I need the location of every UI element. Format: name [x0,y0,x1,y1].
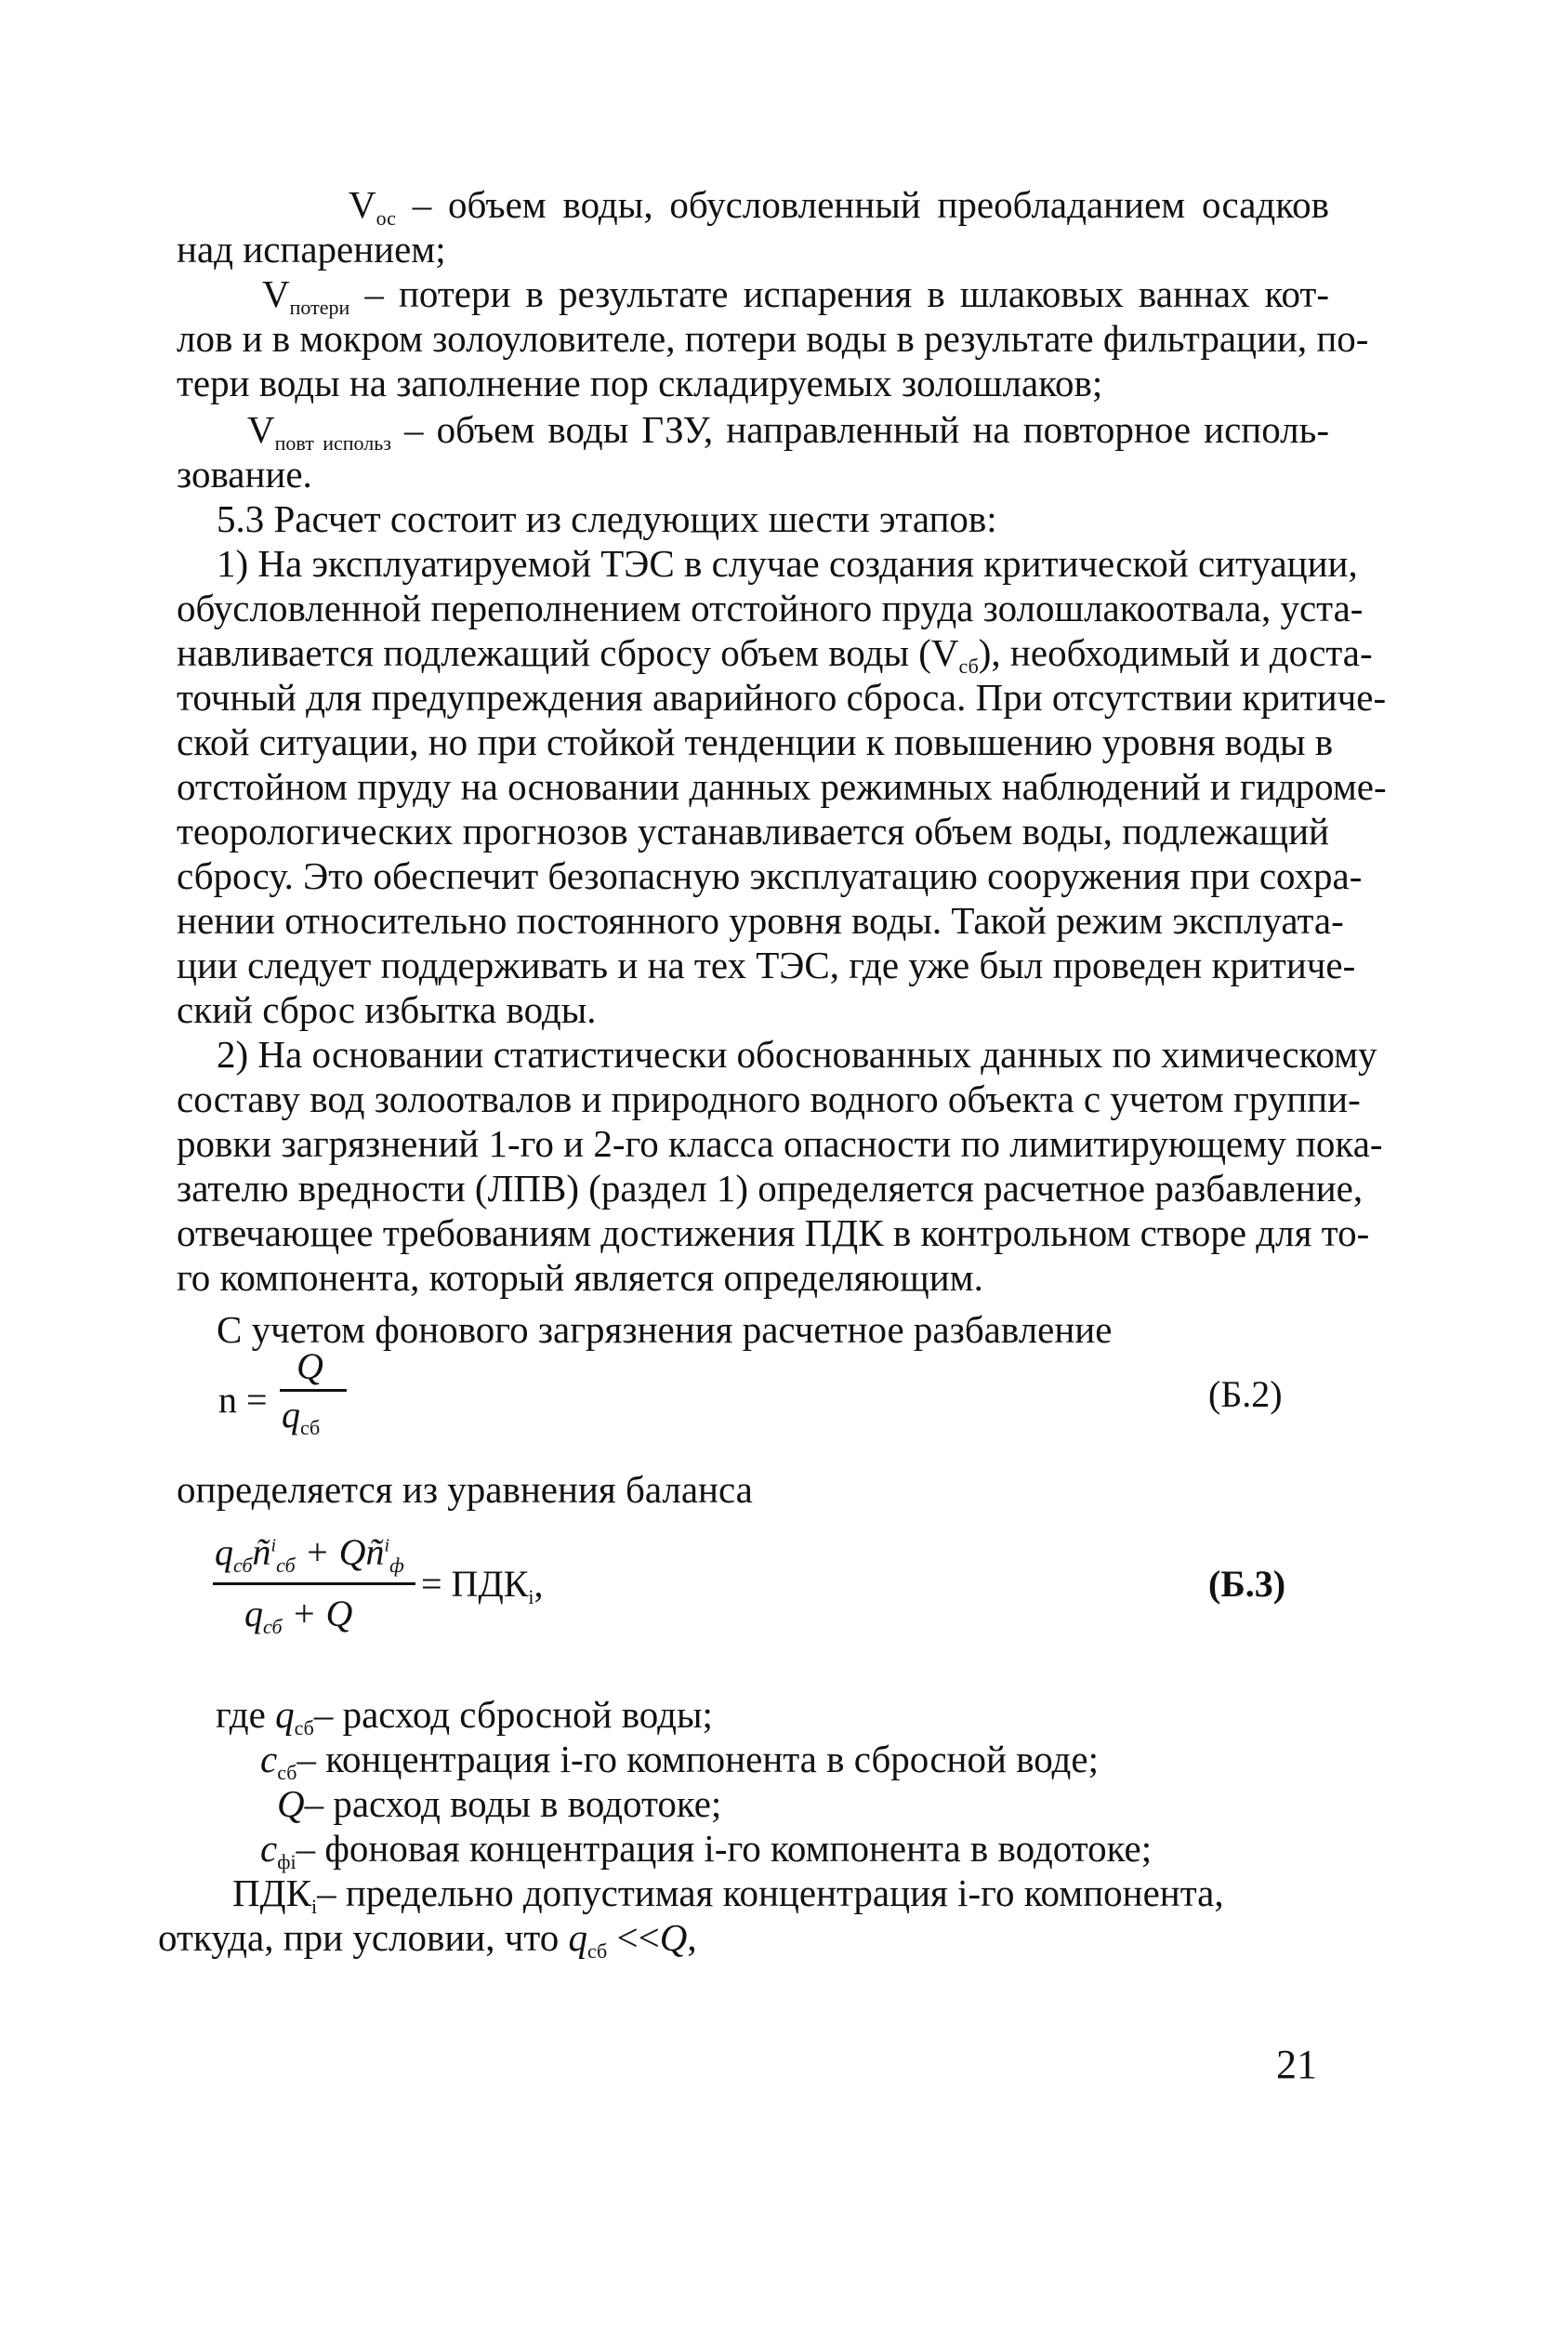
text-line: определяется из уравнения баланса [177,1468,753,1511]
text-line: лов и в мокром золоуловителе, потери воды в результате фильтрации, по- [177,317,1369,360]
text-line: над испарением; [177,228,446,271]
fraction-bar [280,1389,347,1392]
section-heading-line: 5.3 Расчет состоит из следующих шести этапов: [217,497,997,540]
text-line: теорологических прогнозов устанавливается объем воды, подлежащий [177,810,1329,853]
text-line: 1) На эксплуатируемой ТЭС в случае создания критической ситуации, [217,542,1358,585]
text-line: го компонента, который является определяющим. [177,1256,983,1299]
text-line: 2) На основании статистически обоснованных данных по химическому [217,1033,1377,1076]
equation-number: (Б.3) [1208,1563,1286,1605]
text-line: ровки загрязнений 1-го и 2-го класса опасности по лимитирующему пока- [177,1122,1383,1165]
text-segment: – потери в результате испарения в шлаковых ваннах кот- [349,272,1329,315]
definition-line: где $q_{сб}-$ расход сбросной воды; [216,1693,713,1739]
text-line: точный для предупреждения аварийного сброса. При отсутствии критиче- [177,676,1387,719]
text-line: обусловленной переполнением отстойного пруда золошлакоотвала, уста- [177,587,1364,629]
text-line: ский сброс избытка воды. [177,988,597,1031]
text-line: зование. [177,453,312,496]
variable: V [349,183,376,226]
formula-lhs: n = [218,1379,268,1421]
variable: V [262,272,290,315]
text-line: сбросу. Это обеспечит безопасную эксплуатацию сооружения при сохра- [177,854,1363,897]
definition-line: $c_{сб}-$ концентрация i-го компонента в сбросной воде; [260,1738,1099,1784]
formula-rhs: = $ПДК_i$, [421,1563,544,1608]
subscript: сб [958,655,979,678]
definition-line: $ПДК_i-$ предельно допустимая концентрация i-го компонента, [232,1871,1224,1918]
subscript: ос [376,206,396,230]
subscript: повт использ [274,431,391,455]
formula-denominator: $q_{сб} + Q$ [244,1593,353,1638]
fraction-bar [213,1582,415,1585]
text-line: отстойном пруду на основании данных режимных наблюдений и гидроме- [177,765,1387,808]
text-line: составу вод золоотвалов и природного водного объекта с учетом группи- [177,1078,1361,1120]
text-line: отвечающее требованиям достижения ПДК в контрольном створе для то- [177,1211,1370,1254]
text-line: тери воды на заполнение пор складируемых золошлаков; [177,362,1103,404]
text-line: ской ситуации, но при стойкой тенденции к повышению уровня воды в [177,721,1334,763]
formula-numerator: $q_{сб}ñ^i_{сб}$ + $Qñ^i_ф$ [215,1531,404,1577]
text-line: зателю вредности (ЛПВ) (раздел 1) определяется расчетное разбавление, [177,1167,1364,1210]
text-line: нении относительно постоянного уровня воды. Такой режим эксплуата- [177,899,1344,942]
formula-b3 [209,1525,600,1655]
text-segment: – объем воды, обусловленный преобладанием осадков [395,183,1329,226]
subscript: потери [289,296,350,319]
page-number: 21 [1276,2042,1317,2087]
text-line: С учетом фонового загрязнения расчетное разбавление [217,1308,1113,1351]
formula-numerator: Q [296,1345,323,1387]
variable: V [247,408,275,451]
text-line: ции следует поддерживать и на тех ТЭС, где уже был проведен критиче- [177,944,1356,986]
equation-number: (Б.2) [1208,1373,1283,1415]
text-segment: – объем воды ГЗУ, направленный на повторное исполь- [390,408,1329,451]
formula-b2 [218,1344,367,1465]
text-segment: ), необходимый и доста- [978,631,1373,674]
definition-line: Q– расход воды в водотоке; [277,1782,722,1825]
formula-denominator: $q_{сб}$ [282,1394,321,1439]
definition-line: откуда, при условии, что $q_{сб} <<Q$, [158,1916,697,1963]
text-segment: навливается подлежащий сбросу объем воды (V [177,631,959,674]
definition-line: $c_{фi}-$ фоновая концентрация i-го компонента в водотоке; [260,1827,1153,1873]
